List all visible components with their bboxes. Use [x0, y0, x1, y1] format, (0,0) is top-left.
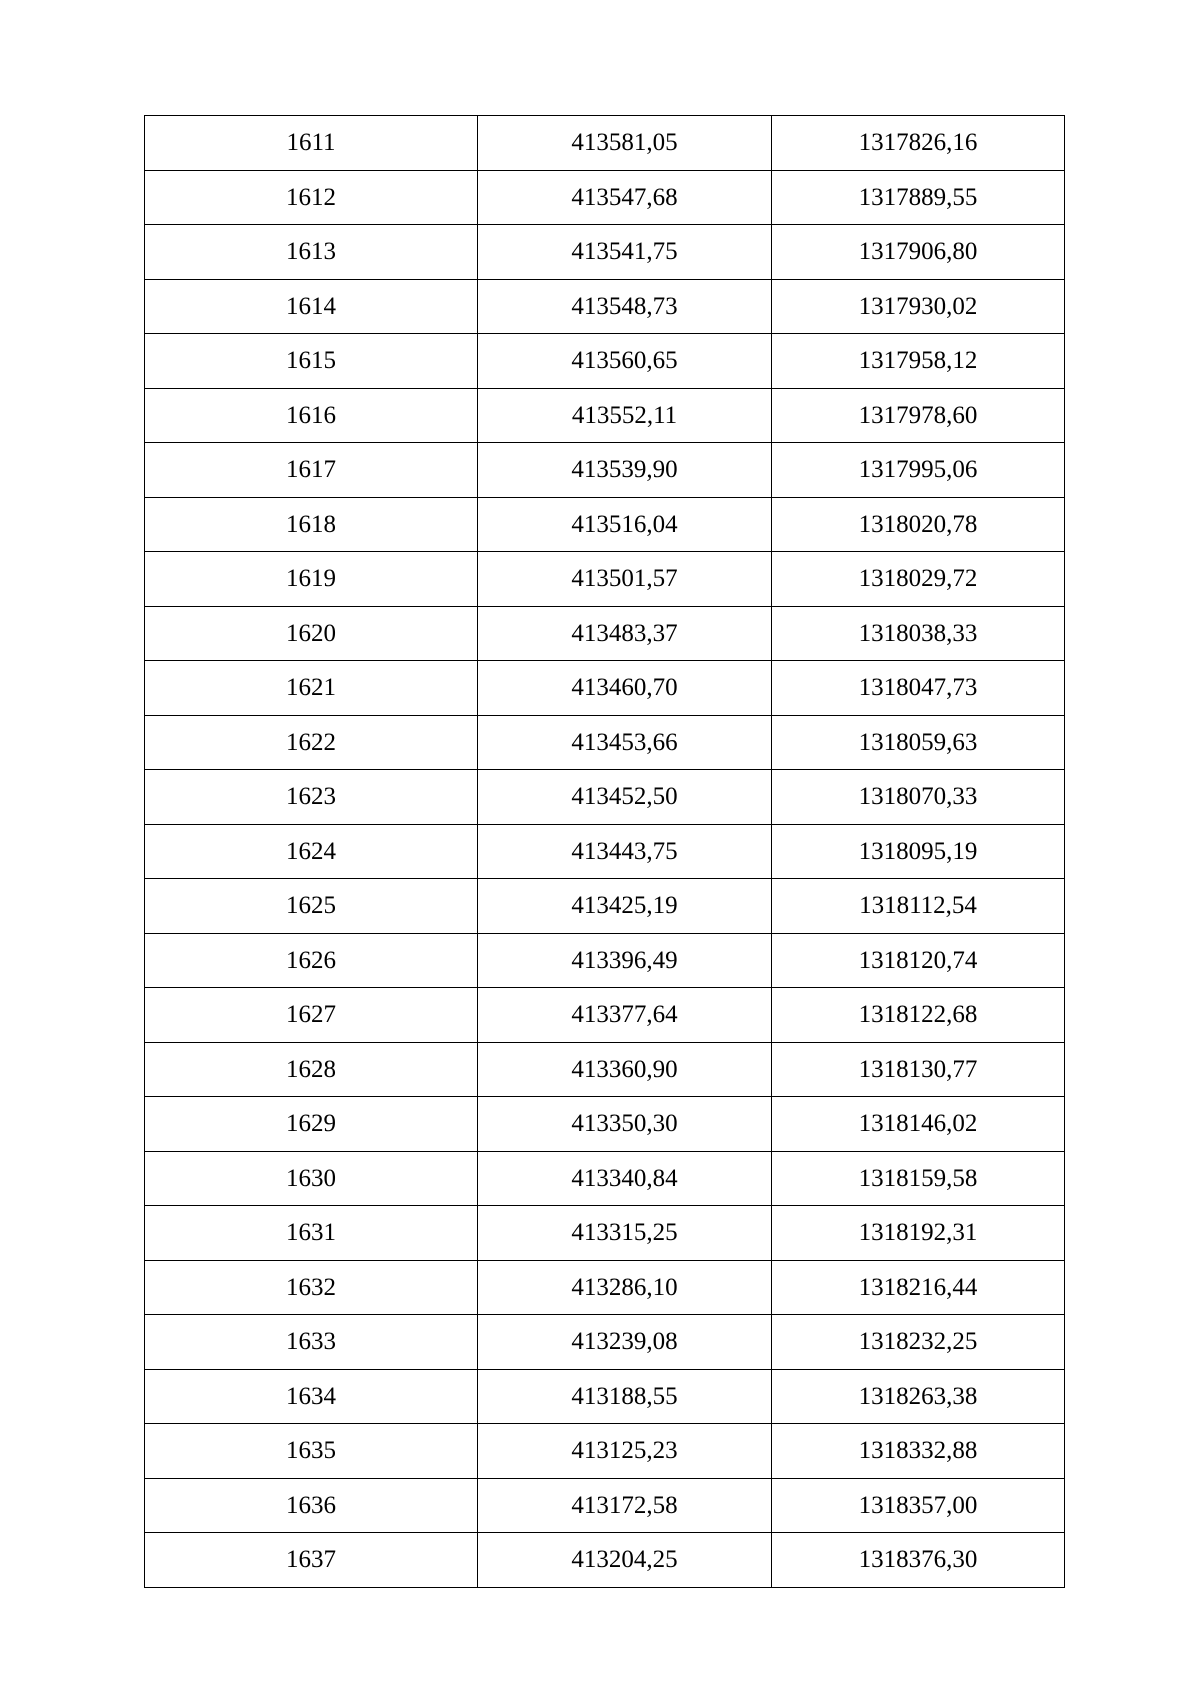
y-coordinate-cell: 1318095,19: [772, 824, 1065, 879]
x-coordinate-cell: 413547,68: [478, 170, 772, 225]
y-coordinate-cell: 1318192,31: [772, 1206, 1065, 1261]
x-coordinate-cell: 413188,55: [478, 1369, 772, 1424]
y-coordinate-cell: 1317978,60: [772, 388, 1065, 443]
point-number-cell: 1616: [145, 388, 478, 443]
x-coordinate-cell: 413396,49: [478, 933, 772, 988]
point-number-cell: 1632: [145, 1260, 478, 1315]
table-row: [145, 170, 1065, 225]
y-coordinate-cell: 1318120,74: [772, 933, 1065, 988]
point-number-cell: 1621: [145, 661, 478, 716]
table-row: [145, 933, 1065, 988]
point-number-cell: 1625: [145, 879, 478, 934]
x-coordinate-cell: 413443,75: [478, 824, 772, 879]
y-coordinate-cell: 1318146,02: [772, 1097, 1065, 1152]
x-coordinate-cell: 413172,58: [478, 1478, 772, 1533]
point-number-cell: 1634: [145, 1369, 478, 1424]
table-row: [145, 988, 1065, 1043]
y-coordinate-cell: 1318047,73: [772, 661, 1065, 716]
x-coordinate-cell: 413581,05: [478, 116, 772, 171]
x-coordinate-cell: 413552,11: [478, 388, 772, 443]
table-row: [145, 116, 1065, 171]
coordinates-table: [144, 115, 1065, 1588]
x-coordinate-cell: 413204,25: [478, 1533, 772, 1588]
point-number-cell: 1613: [145, 225, 478, 280]
x-coordinate-cell: 413460,70: [478, 661, 772, 716]
point-number-cell: 1614: [145, 279, 478, 334]
point-number-cell: 1617: [145, 443, 478, 498]
x-coordinate-cell: 413560,65: [478, 334, 772, 389]
x-coordinate-cell: 413452,50: [478, 770, 772, 825]
x-coordinate-cell: 413516,04: [478, 497, 772, 552]
y-coordinate-cell: 1317958,12: [772, 334, 1065, 389]
y-coordinate-cell: 1317995,06: [772, 443, 1065, 498]
point-number-cell: 1631: [145, 1206, 478, 1261]
table-row: [145, 1151, 1065, 1206]
table-row: [145, 1533, 1065, 1588]
x-coordinate-cell: 413548,73: [478, 279, 772, 334]
point-number-cell: 1628: [145, 1042, 478, 1097]
table-row: [145, 824, 1065, 879]
coordinates-table-body: [145, 116, 1065, 1588]
point-number-cell: 1626: [145, 933, 478, 988]
x-coordinate-cell: 413453,66: [478, 715, 772, 770]
x-coordinate-cell: 413425,19: [478, 879, 772, 934]
y-coordinate-cell: 1318216,44: [772, 1260, 1065, 1315]
point-number-cell: 1624: [145, 824, 478, 879]
table-row: [145, 552, 1065, 607]
table-row: [145, 715, 1065, 770]
x-coordinate-cell: 413539,90: [478, 443, 772, 498]
table-row: [145, 1042, 1065, 1097]
y-coordinate-cell: 1318232,25: [772, 1315, 1065, 1370]
x-coordinate-cell: 413315,25: [478, 1206, 772, 1261]
y-coordinate-cell: 1318122,68: [772, 988, 1065, 1043]
table-row: [145, 1424, 1065, 1479]
y-coordinate-cell: 1318020,78: [772, 497, 1065, 552]
y-coordinate-cell: 1318130,77: [772, 1042, 1065, 1097]
table-row: [145, 879, 1065, 934]
point-number-cell: 1620: [145, 606, 478, 661]
y-coordinate-cell: 1318070,33: [772, 770, 1065, 825]
x-coordinate-cell: 413350,30: [478, 1097, 772, 1152]
table-row: [145, 388, 1065, 443]
table-row: [145, 661, 1065, 716]
point-number-cell: 1615: [145, 334, 478, 389]
table-row: [145, 770, 1065, 825]
x-coordinate-cell: 413501,57: [478, 552, 772, 607]
table-row: [145, 1315, 1065, 1370]
point-number-cell: 1630: [145, 1151, 478, 1206]
y-coordinate-cell: 1317930,02: [772, 279, 1065, 334]
x-coordinate-cell: 413286,10: [478, 1260, 772, 1315]
table-row: [145, 1206, 1065, 1261]
table-row: [145, 279, 1065, 334]
y-coordinate-cell: 1318376,30: [772, 1533, 1065, 1588]
y-coordinate-cell: 1318029,72: [772, 552, 1065, 607]
point-number-cell: 1623: [145, 770, 478, 825]
table-row: [145, 1097, 1065, 1152]
point-number-cell: 1629: [145, 1097, 478, 1152]
table-row: [145, 225, 1065, 280]
y-coordinate-cell: 1318038,33: [772, 606, 1065, 661]
y-coordinate-cell: 1317826,16: [772, 116, 1065, 171]
table-row: [145, 443, 1065, 498]
x-coordinate-cell: 413340,84: [478, 1151, 772, 1206]
point-number-cell: 1635: [145, 1424, 478, 1479]
y-coordinate-cell: 1317889,55: [772, 170, 1065, 225]
table-row: [145, 1369, 1065, 1424]
y-coordinate-cell: 1318332,88: [772, 1424, 1065, 1479]
y-coordinate-cell: 1318263,38: [772, 1369, 1065, 1424]
table-row: [145, 1260, 1065, 1315]
y-coordinate-cell: 1318357,00: [772, 1478, 1065, 1533]
y-coordinate-cell: 1318112,54: [772, 879, 1065, 934]
point-number-cell: 1612: [145, 170, 478, 225]
x-coordinate-cell: 413483,37: [478, 606, 772, 661]
y-coordinate-cell: 1318059,63: [772, 715, 1065, 770]
table-row: [145, 334, 1065, 389]
point-number-cell: 1637: [145, 1533, 478, 1588]
point-number-cell: 1633: [145, 1315, 478, 1370]
x-coordinate-cell: 413125,23: [478, 1424, 772, 1479]
point-number-cell: 1619: [145, 552, 478, 607]
point-number-cell: 1622: [145, 715, 478, 770]
point-number-cell: 1627: [145, 988, 478, 1043]
point-number-cell: 1618: [145, 497, 478, 552]
y-coordinate-cell: 1318159,58: [772, 1151, 1065, 1206]
table-row: [145, 606, 1065, 661]
x-coordinate-cell: 413239,08: [478, 1315, 772, 1370]
table-row: [145, 1478, 1065, 1533]
y-coordinate-cell: 1317906,80: [772, 225, 1065, 280]
x-coordinate-cell: 413541,75: [478, 225, 772, 280]
point-number-cell: 1636: [145, 1478, 478, 1533]
x-coordinate-cell: 413360,90: [478, 1042, 772, 1097]
table-row: [145, 497, 1065, 552]
x-coordinate-cell: 413377,64: [478, 988, 772, 1043]
point-number-cell: 1611: [145, 116, 478, 171]
